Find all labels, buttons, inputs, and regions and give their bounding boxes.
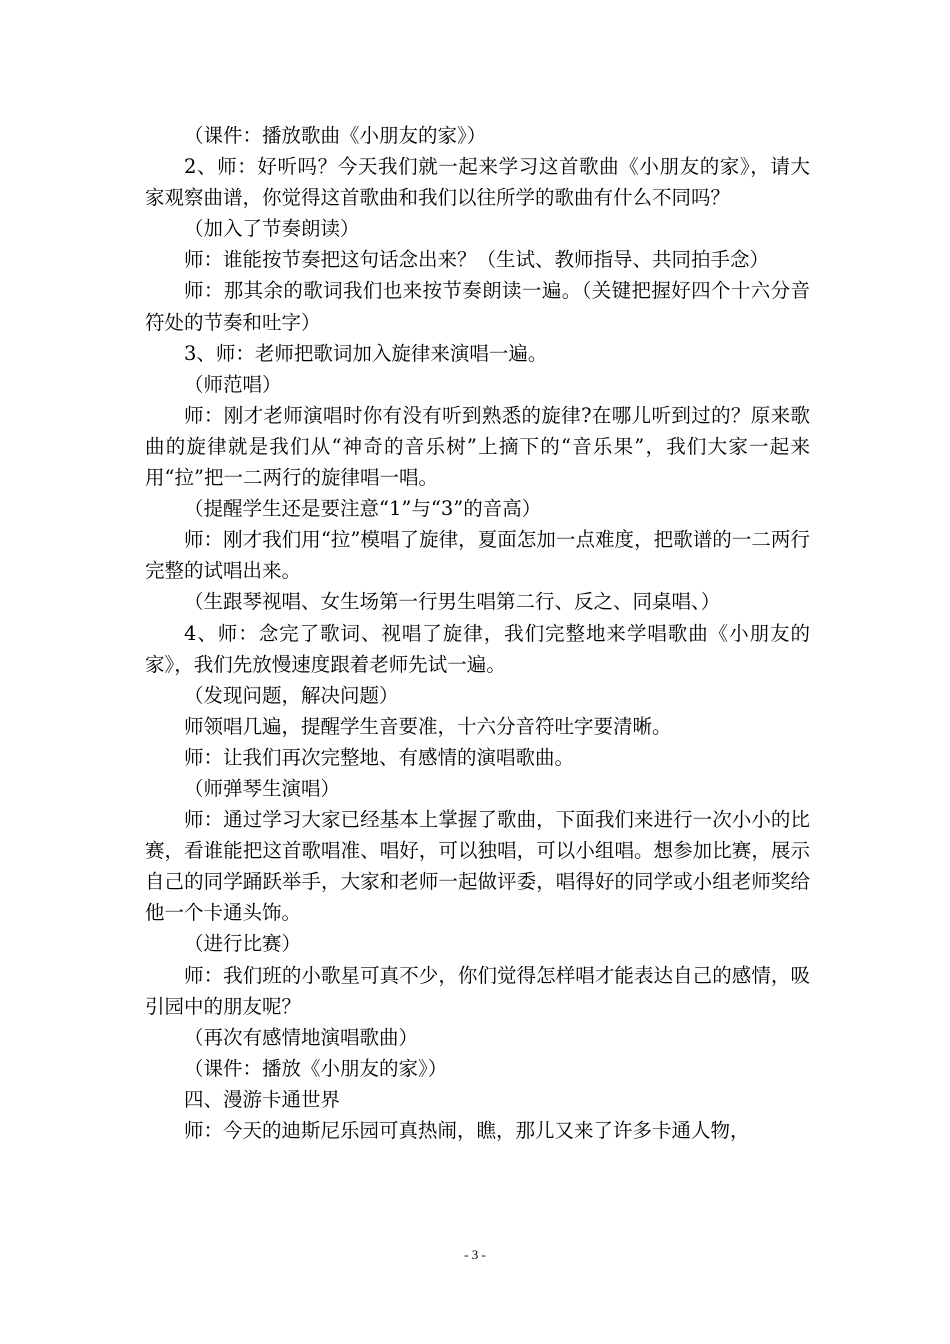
page-number: - 3 -: [464, 1247, 486, 1262]
paragraph: （课件：播放歌曲《小朋友的家》）: [184, 124, 487, 147]
paragraph: （再次有感情地演唱歌曲）: [184, 1025, 419, 1049]
paragraph: （进行比赛）: [184, 932, 302, 956]
paragraph: 师：让我们再次完整地、有感情的演唱歌曲。: [184, 745, 575, 769]
paragraph: 师：通过学习大家已经基本上掌握了歌曲，下面我们来进行一次小小的比赛，看谁能把这首歌唱准、唱好，可以独唱，可以小组唱。想参加比赛，展示自己的同学踊跃举手，大家和老师一起做评委，唱得好的同学或小组老师奖给他一个卡通头饰。: [145, 808, 810, 925]
paragraph: 师：那其余的歌词我们也来按节奏朗读一遍。（关键把握好四个十六分音符处的节奏和吐字）: [145, 279, 810, 334]
paragraph: 师：谁能按节奏把这句话念出来？（生试、教师指导、共同拍手念）: [184, 248, 770, 272]
paragraph: 师：我们班的小歌星可真不少，你们觉得怎样唱才能表达自己的感情，吸引园中的朋友呢？: [145, 963, 810, 1018]
paragraph: （提醒学生还是要注意“1”与“3”的音高）: [184, 497, 542, 521]
paragraph: 3、师：老师把歌词加入旋律来演唱一遍。: [184, 341, 548, 365]
paragraph: （加入了节奏朗读）: [184, 217, 360, 241]
section-heading: 四、漫游卡通世界: [184, 1087, 341, 1111]
paragraph: （师弹琴生演唱）: [184, 776, 341, 800]
paragraph: 师领唱几遍，提醒学生音要准，十六分音符吐字要清晰。: [184, 714, 672, 738]
paragraph: （师范唱）: [184, 372, 282, 396]
paragraph: 师：刚才我们用“拉”模唱了旋律，夏面怎加一点难度，把歌谱的一二两行完整的试唱出来。: [145, 528, 810, 583]
document-body: [145, 120, 810, 1146]
paragraph: 4、师：念完了歌词、视唱了旋律，我们完整地来学唱歌曲《小朋友的家》，我们先放慢速度跟着老师先试一遍。: [145, 621, 810, 676]
paragraph: 2、师：好听吗？今天我们就一起来学习这首歌曲《小朋友的家》，请大家观察曲谱，你觉得这首歌曲和我们以往所学的歌曲有什么不同吗？: [145, 155, 810, 210]
paragraph: 师：刚才老师演唱时你有没有听到熟悉的旋律?在哪儿听到过的？原来歌曲的旋律就是我们从“神奇的音乐树”上摘下的“音乐果”，我们大家一起来用“拉”把一二两行的旋律唱一唱。: [145, 403, 810, 490]
paragraph: 师：今天的迪斯尼乐园可真热闹，瞧，那儿又来了许多卡通人物，: [184, 1119, 750, 1142]
paragraph: （生跟琴视唱、女生场第一行男生唱第二行、反之、同桌唱、）: [184, 590, 721, 614]
paragraph: （课件：播放《小朋友的家》）: [184, 1056, 448, 1080]
paragraph: （发现问题，解决问题）: [184, 683, 399, 707]
